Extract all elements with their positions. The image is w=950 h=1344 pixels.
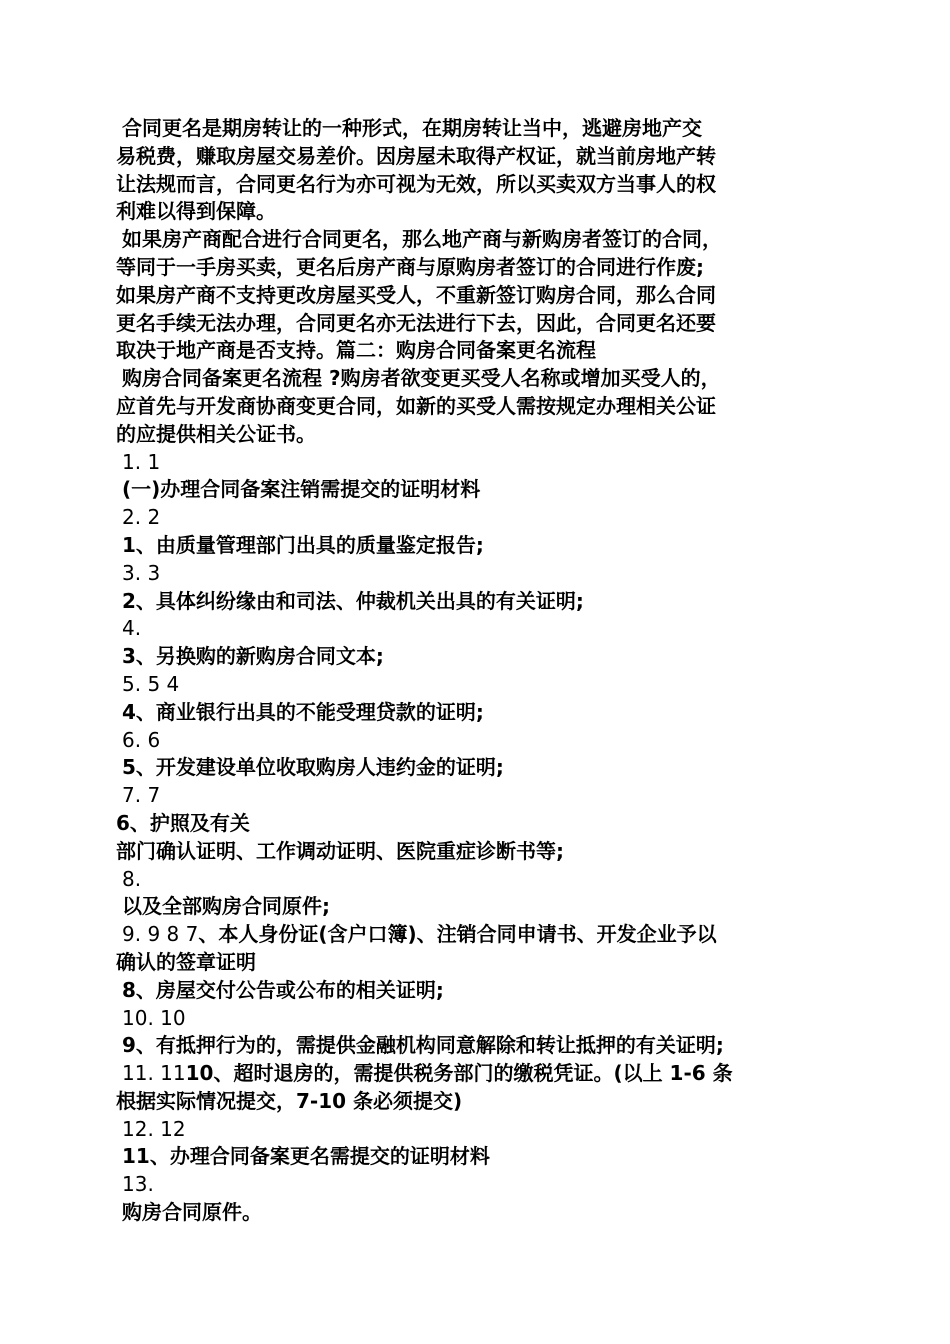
line-text: 应首先与开发商协商变更合同，如新的买受人需按规定办理相关公证 bbox=[116, 393, 716, 418]
line-text: 利难以得到保障。 bbox=[116, 199, 276, 224]
line-text: 2、具体纠纷缘由和司法、仲裁机关出具的有关证明; bbox=[122, 588, 584, 613]
text-line bbox=[116, 643, 846, 671]
text-line bbox=[116, 1088, 846, 1116]
line-text: 7. 7 bbox=[122, 783, 161, 808]
text-line bbox=[116, 1171, 846, 1199]
line-text: 更名手续无法办理，合同更名亦无法进行下去，因此，合同更名还要 bbox=[116, 310, 716, 335]
line-text: 8. bbox=[122, 866, 142, 891]
text-line bbox=[116, 226, 846, 254]
text-line bbox=[116, 282, 846, 310]
line-text: 购房合同备案更名流程 ?购房者欲变更买受人名称或增加买受人的， bbox=[122, 366, 721, 391]
text-line bbox=[116, 1143, 846, 1171]
text-line bbox=[116, 560, 846, 588]
text-line bbox=[116, 449, 846, 477]
text-line bbox=[116, 977, 846, 1005]
line-text: 易税费，赚取房屋交易差价。因房屋未取得产权证，就当前房地产转 bbox=[116, 143, 716, 168]
line-text: 合同更名是期房转让的一种形式，在期房转让当中，逃避房地产交 bbox=[122, 116, 702, 140]
line-text: 4、商业银行出具的不能受理贷款的证明; bbox=[122, 699, 484, 724]
text-line bbox=[116, 727, 846, 755]
line-text: 如果房产商不支持更改房屋买受人，不重新签订购房合同，那么合同 bbox=[116, 282, 716, 307]
line-text: 根据实际情况提交，7-10 条必须提交) bbox=[116, 1088, 463, 1113]
text-line bbox=[116, 365, 846, 393]
line-text: 5. 5 4 bbox=[122, 671, 180, 696]
text-line bbox=[116, 838, 846, 866]
text-line bbox=[116, 1032, 846, 1060]
text-line bbox=[116, 699, 846, 727]
line-text: 11、办理合同备案更名需提交的证明材料 bbox=[122, 1144, 490, 1169]
line-text: 取决于地产商是否支持。篇二：购房合同备案更名流程 bbox=[116, 338, 596, 363]
text-line bbox=[116, 476, 846, 504]
text-line bbox=[116, 671, 846, 699]
text-line bbox=[116, 115, 846, 143]
text-line bbox=[116, 921, 846, 949]
text-line bbox=[116, 866, 846, 894]
text-line bbox=[116, 1199, 846, 1227]
text-line bbox=[116, 810, 846, 838]
text-line bbox=[116, 143, 846, 171]
line-number-prefix: 9. 9 8 7 bbox=[122, 922, 199, 947]
text-line bbox=[116, 754, 846, 782]
line-text: 10. 10 bbox=[122, 1005, 186, 1030]
line-text: 以及全部购房合同原件; bbox=[122, 894, 330, 919]
line-text: 13. bbox=[122, 1172, 154, 1197]
text-line bbox=[116, 337, 846, 365]
text-line bbox=[116, 198, 846, 226]
line-text: 3. 3 bbox=[122, 560, 161, 585]
text-line bbox=[116, 1116, 846, 1144]
line-text: (一)办理合同备案注销需提交的证明材料 bbox=[122, 477, 481, 502]
text-line bbox=[116, 421, 846, 449]
line-text: 等同于一手房买卖，更名后房产商与原购房者签订的合同进行作废; bbox=[116, 254, 704, 279]
line-text: 部门确认证明、工作调动证明、医院重症诊断书等; bbox=[116, 838, 564, 863]
text-line bbox=[116, 782, 846, 810]
document-body bbox=[116, 115, 846, 1227]
text-line bbox=[116, 893, 846, 921]
line-text: 确认的签章证明 bbox=[116, 949, 256, 974]
line-number-prefix: 11. 11 bbox=[122, 1061, 186, 1086]
line-text: 3、另换购的新购房合同文本; bbox=[122, 644, 384, 669]
text-line bbox=[116, 254, 846, 282]
line-text: 购房合同原件。 bbox=[122, 1200, 262, 1225]
line-text: 8、房屋交付公告或公布的相关证明; bbox=[122, 977, 444, 1002]
text-line bbox=[116, 949, 846, 977]
line-text: 4. bbox=[122, 616, 142, 641]
line-text: 12. 12 bbox=[122, 1116, 186, 1141]
line-text: 让法规而言，合同更名行为亦可视为无效，所以买卖双方当事人的权 bbox=[116, 171, 716, 196]
text-line bbox=[116, 1060, 846, 1088]
line-text: 10、超时退房的，需提供税务部门的缴税凭证。(以上 1-6 条 bbox=[185, 1061, 733, 1086]
line-text: 1、由质量管理部门出具的质量鉴定报告; bbox=[122, 532, 484, 557]
text-line bbox=[116, 1005, 846, 1033]
text-line bbox=[116, 393, 846, 421]
line-text: 9、有抵押行为的，需提供金融机构同意解除和转让抵押的有关证明; bbox=[122, 1033, 724, 1058]
line-text: 、本人身份证(含户口簿)、注销合同申请书、开发企业予以 bbox=[198, 922, 717, 947]
text-line bbox=[116, 504, 846, 532]
line-text: 1. 1 bbox=[122, 449, 161, 474]
line-text: 5、开发建设单位收取购房人违约金的证明; bbox=[122, 755, 504, 780]
text-line bbox=[116, 532, 846, 560]
text-line bbox=[116, 615, 846, 643]
text-line bbox=[116, 310, 846, 338]
line-text: 6. 6 bbox=[122, 727, 161, 752]
line-text: 的应提供相关公证书。 bbox=[116, 421, 316, 446]
text-line bbox=[116, 588, 846, 616]
line-text: 如果房产商配合进行合同更名，那么地产商与新购房者签订的合同， bbox=[122, 227, 722, 252]
text-line bbox=[116, 171, 846, 199]
line-text: 2. 2 bbox=[122, 505, 161, 530]
line-text: 6、护照及有关 bbox=[116, 810, 250, 835]
